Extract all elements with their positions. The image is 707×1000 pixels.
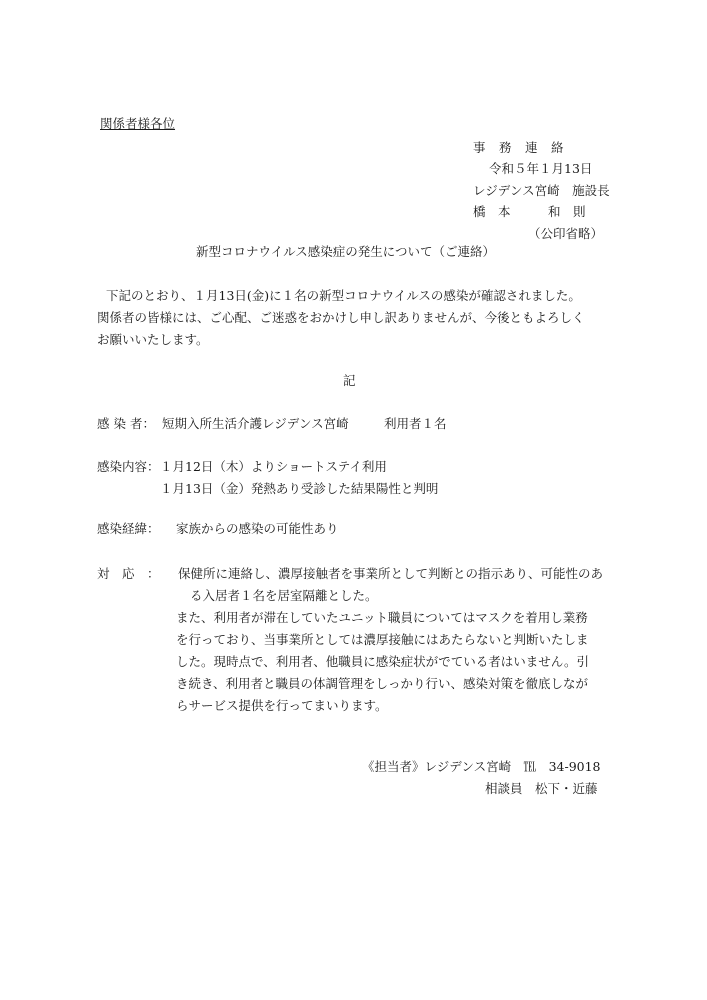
details-line-1: １月12日（木）よりショートステイ利用 — [160, 459, 387, 474]
response-label: 対 応 ： — [97, 566, 160, 581]
ki-heading: 記 — [343, 373, 356, 388]
infected-label: 感 染 者： — [97, 416, 155, 431]
response-line: を行っており、当事業所としては濃厚接触にはあたらないと判断いたしま — [176, 632, 589, 647]
response-line: また、利用者が滞在していたユニット職員についてはマスクを着用し業務 — [176, 610, 588, 625]
response-line: らサービス提供を行ってまいります。 — [176, 698, 388, 713]
seal-note: （公印省略） — [528, 226, 604, 241]
body-line-1: 下記のとおり、１月13日(金)に１名の新型コロナウイルスの感染が確認されました。 — [106, 288, 581, 303]
contact-line: 《担当者》レジデンス宮崎 ℡ 34-9018 — [362, 759, 601, 774]
doc-type: 事 務 連 絡 — [473, 140, 565, 155]
staff-line: 相談員 松下・近藤 — [485, 781, 598, 796]
body-line-2: 関係者の皆様には、ご心配、ご迷惑をおかけし申し訳ありませんが、今後ともよろしく — [97, 310, 585, 325]
infected-count: 利用者１名 — [384, 416, 447, 431]
details-label: 感染内容： — [97, 459, 160, 474]
response-line: き続き、利用者と職員の体調管理をしっかり行い、感染対策を徹底しなが — [176, 676, 589, 691]
body-line-3: お願いいたします。 — [97, 332, 209, 347]
response-line: 保健所に連絡し、濃厚接触者を事業所として判断との指示あり、可能性のあ — [178, 566, 604, 581]
addressee: 関係者様各位 — [100, 116, 176, 131]
infected-value: 短期入所生活介護レジデンス宮崎 — [162, 416, 349, 431]
signer-name: 橋 本 和 則 — [473, 204, 586, 219]
route-value: 家族からの感染の可能性あり — [176, 521, 339, 536]
response-line: る入居者１名を居室隔離とした。 — [190, 588, 378, 603]
organization: レジデンス宮崎 施設長 — [473, 183, 610, 198]
response-line: した。現時点で、利用者、他職員に感染症状がでている者はいません。引 — [176, 654, 590, 669]
issue-date: 令和５年１月13日 — [489, 161, 593, 176]
details-line-2: １月13日（金）発熱あり受診した結果陽性と判明 — [160, 481, 439, 496]
document-title: 新型コロナウイルス感染症の発生について（ご連絡） — [196, 244, 496, 259]
route-label: 感染経緯： — [97, 521, 160, 536]
